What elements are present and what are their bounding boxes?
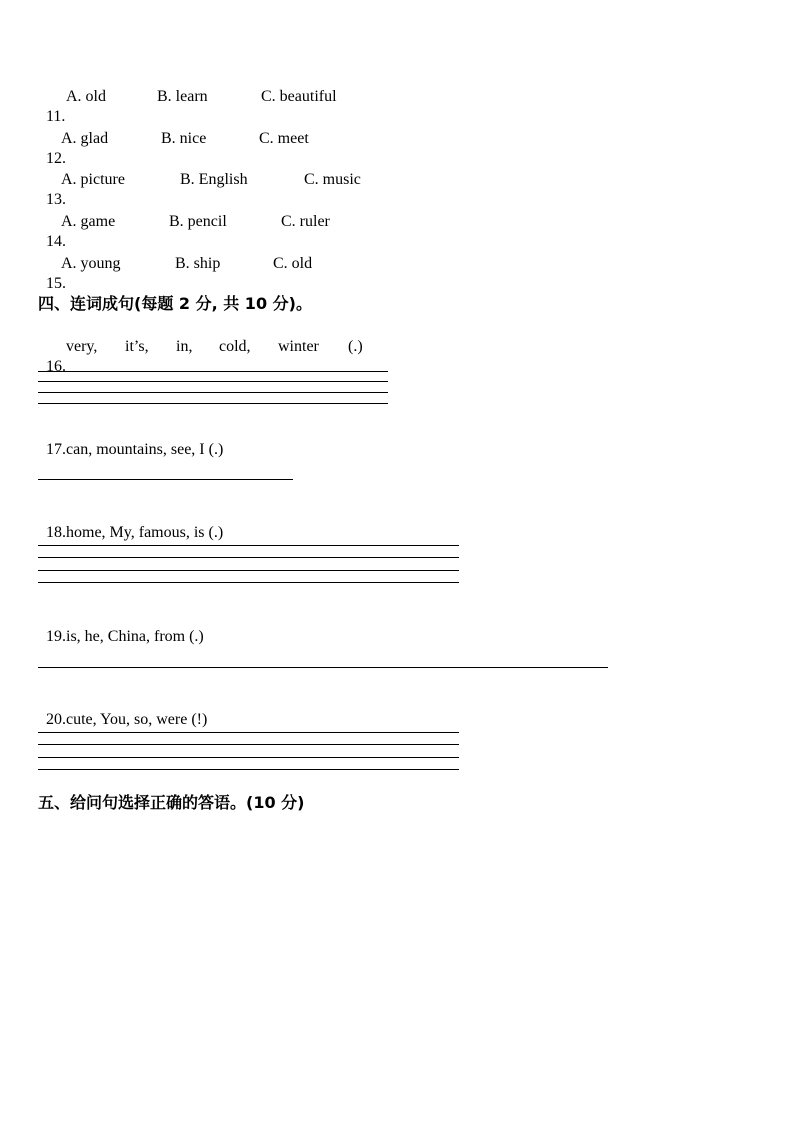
question-number: 20. xyxy=(46,711,66,728)
section-5-heading: 五、给问句选择正确的答语。(10 分) xyxy=(38,793,305,812)
option-c: C. meet xyxy=(259,130,309,147)
answer-line[interactable] xyxy=(38,371,388,372)
question-number: 19. xyxy=(46,628,66,645)
question-number: 14. xyxy=(46,233,66,250)
option-b: B. nice xyxy=(161,130,207,147)
answer-line[interactable] xyxy=(38,744,459,745)
answer-line[interactable] xyxy=(38,769,459,770)
option-b: B. ship xyxy=(175,255,221,272)
option-b: B. learn xyxy=(157,88,208,105)
word-3: in, xyxy=(176,338,193,355)
answer-line[interactable] xyxy=(38,757,459,758)
question-number: 18. xyxy=(46,524,66,541)
question-18 xyxy=(38,503,223,543)
answer-line[interactable] xyxy=(38,381,388,382)
question-number: 11. xyxy=(46,108,66,125)
option-a: A. glad xyxy=(61,130,109,147)
word-1: very, xyxy=(66,338,98,355)
question-number: 12. xyxy=(46,150,66,167)
option-a: A. young xyxy=(61,255,121,272)
option-a: A. picture xyxy=(61,171,125,188)
option-c: C. ruler xyxy=(281,213,330,230)
option-c: C. music xyxy=(304,171,361,188)
question-words: is, he, China, from (.) xyxy=(66,628,204,645)
option-b: B. English xyxy=(180,171,248,188)
answer-line[interactable] xyxy=(38,403,388,404)
question-number: 13. xyxy=(46,191,66,208)
answer-line[interactable] xyxy=(38,545,459,546)
question-19 xyxy=(38,607,204,647)
question-number: 16. xyxy=(46,358,66,375)
word-5: winter xyxy=(278,338,319,355)
question-words: home, My, famous, is (.) xyxy=(66,524,224,541)
option-b: B. pencil xyxy=(169,213,227,230)
question-17 xyxy=(38,420,223,460)
option-c: C. old xyxy=(273,255,313,272)
answer-line[interactable] xyxy=(38,667,608,668)
answer-line[interactable] xyxy=(38,582,459,583)
question-number: 17. xyxy=(46,441,66,458)
answer-line[interactable] xyxy=(38,732,459,733)
option-a: A. game xyxy=(61,213,116,230)
word-4: cold, xyxy=(219,338,251,355)
answer-line[interactable] xyxy=(38,570,459,571)
section-4-heading: 四、连词成句(每题 2 分, 共 10 分)。 xyxy=(38,294,312,313)
question-number: 15. xyxy=(46,275,66,292)
question-20 xyxy=(38,690,207,730)
answer-line[interactable] xyxy=(38,557,459,558)
word-2: it’s, xyxy=(125,338,149,355)
answer-line[interactable] xyxy=(38,392,388,393)
question-words: cute, You, so, were (!) xyxy=(66,711,208,728)
question-words: can, mountains, see, I (.) xyxy=(66,441,224,458)
option-c: C. beautiful xyxy=(261,88,337,105)
option-a: A. old xyxy=(66,88,106,105)
word-6: (.) xyxy=(348,338,363,355)
answer-line[interactable] xyxy=(38,479,293,480)
